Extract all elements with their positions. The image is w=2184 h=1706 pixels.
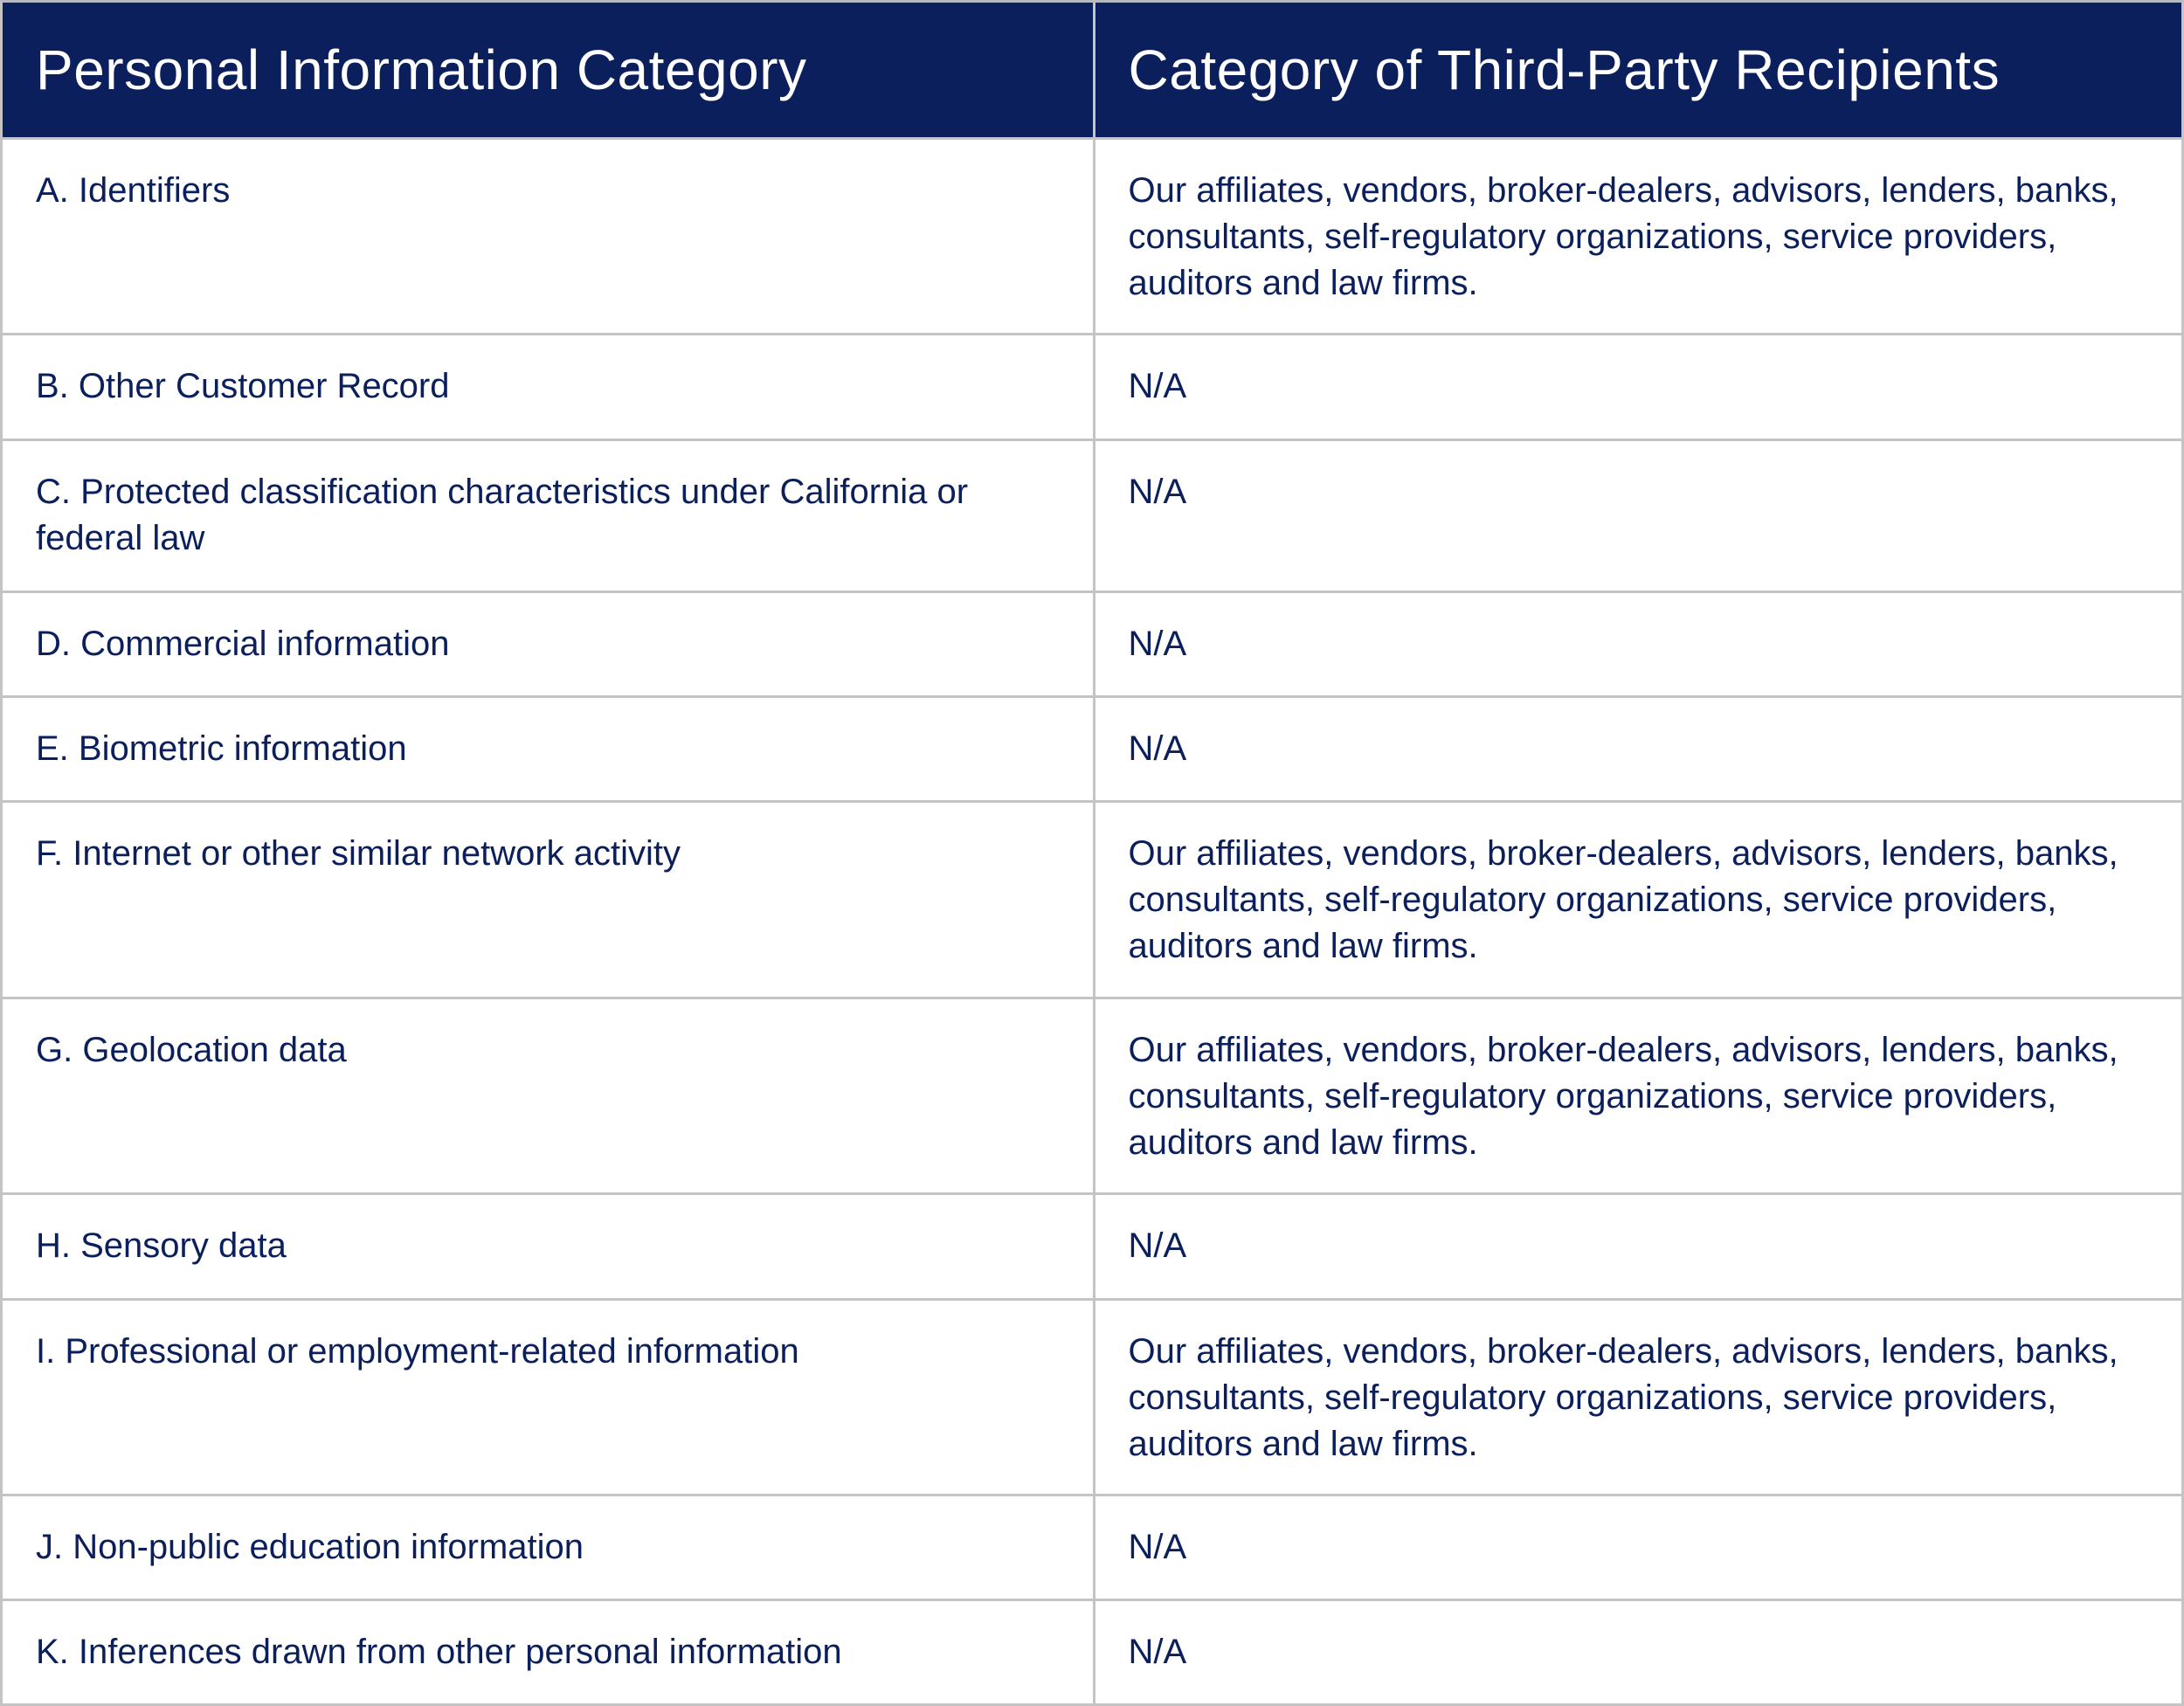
disclosure-table bbox=[3, 3, 2181, 1703]
table-row bbox=[3, 139, 2181, 335]
table-body bbox=[3, 139, 2181, 1704]
column-header-recipients: Category of Third-Party Recipients bbox=[1094, 3, 2181, 139]
category-cell: J. Non-public education information bbox=[3, 1495, 1094, 1600]
category-cell: G. Geolocation data bbox=[3, 998, 1094, 1193]
recipients-cell: Our affiliates, vendors, broker-dealers, advisors, lenders, banks, consultants, self-regulatory organizations, service providers, auditors and law firms. bbox=[1094, 139, 2181, 335]
category-cell: F. Internet or other similar network activity bbox=[3, 802, 1094, 998]
recipients-cell: N/A bbox=[1094, 1600, 2181, 1703]
table-row bbox=[3, 1495, 2181, 1600]
table-header bbox=[3, 3, 2181, 139]
category-cell: B. Other Customer Record bbox=[3, 335, 1094, 439]
table-row bbox=[3, 802, 2181, 998]
table-row bbox=[3, 1600, 2181, 1703]
category-cell: A. Identifiers bbox=[3, 139, 1094, 335]
category-cell: C. Protected classification characteristics under California or federal law bbox=[3, 439, 1094, 591]
table-row bbox=[3, 998, 2181, 1193]
table-row bbox=[3, 697, 2181, 802]
category-cell: D. Commercial information bbox=[3, 592, 1094, 697]
table-row bbox=[3, 1299, 2181, 1495]
recipients-cell: N/A bbox=[1094, 439, 2181, 591]
recipients-cell: N/A bbox=[1094, 335, 2181, 439]
recipients-cell: N/A bbox=[1094, 697, 2181, 802]
category-cell: K. Inferences drawn from other personal information bbox=[3, 1600, 1094, 1703]
category-cell: I. Professional or employment-related information bbox=[3, 1299, 1094, 1495]
table-row bbox=[3, 335, 2181, 439]
recipients-cell: Our affiliates, vendors, broker-dealers, advisors, lenders, banks, consultants, self-regulatory organizations, service providers, auditors and law firms. bbox=[1094, 1299, 2181, 1495]
column-header-category: Personal Information Category bbox=[3, 3, 1094, 139]
category-cell: E. Biometric information bbox=[3, 697, 1094, 802]
table-row bbox=[3, 1194, 2181, 1299]
category-cell: H. Sensory data bbox=[3, 1194, 1094, 1299]
table-row bbox=[3, 592, 2181, 697]
recipients-cell: N/A bbox=[1094, 1495, 2181, 1600]
header-row bbox=[3, 3, 2181, 139]
table-row bbox=[3, 439, 2181, 591]
recipients-cell: Our affiliates, vendors, broker-dealers, advisors, lenders, banks, consultants, self-regulatory organizations, service providers, auditors and law firms. bbox=[1094, 998, 2181, 1193]
recipients-cell: N/A bbox=[1094, 592, 2181, 697]
recipients-cell: N/A bbox=[1094, 1194, 2181, 1299]
recipients-cell: Our affiliates, vendors, broker-dealers, advisors, lenders, banks, consultants, self-regulatory organizations, service providers, auditors and law firms. bbox=[1094, 802, 2181, 998]
